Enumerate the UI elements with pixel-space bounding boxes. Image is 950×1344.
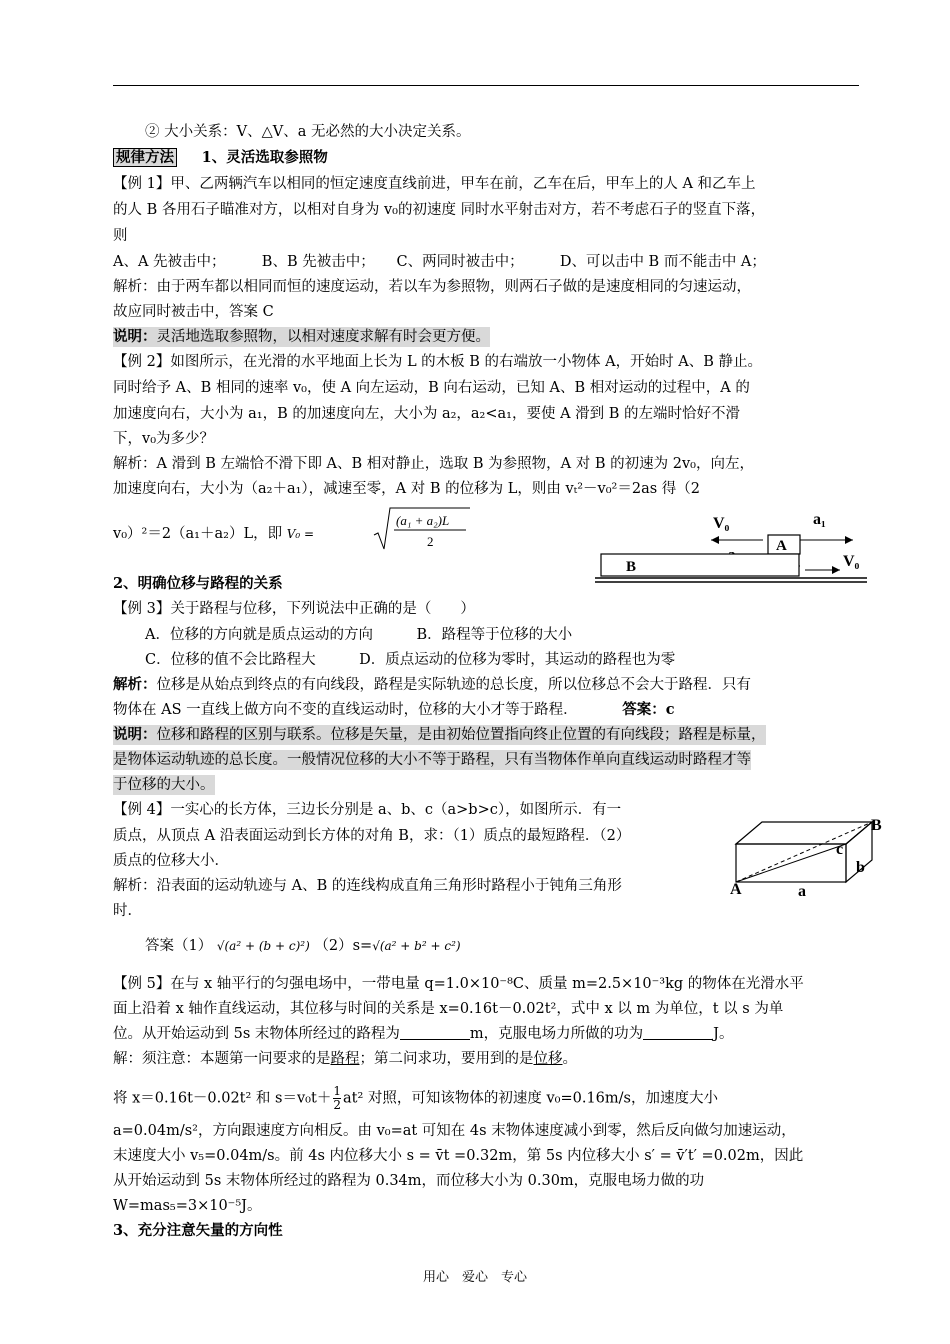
text-line: 同时给予 A、B 相同的速率 v₀，使 A 向左运动，B 向右运动，已知 A、B 相对运动的过程中，A 的 (113, 380, 750, 396)
label-edge-a: a (798, 883, 806, 900)
section-title: 3、充分注意矢量的方向性 (113, 1222, 283, 1239)
text-line (113, 1085, 718, 1112)
text-part: 位。从开始运动到 5s 末物体所经过的路程为 (113, 1026, 400, 1042)
text-part: at² 对照，可知该物体的初速度 v₀=0.16m/s，加速度大小 (342, 1090, 718, 1107)
figure-cuboid (722, 808, 887, 903)
arrow-left-icon (711, 536, 719, 544)
text-part: 。 (562, 1051, 577, 1067)
text-line: 故应同时被击中，答案 C (113, 304, 274, 320)
label-v0-left: V₀ (713, 515, 730, 532)
text-line: 面上沿着 x 轴作直线运动，其位移与时间的关系是 x=0.16t－0.02t²，式中 x 以 m 为单位，t 以 s 为单 (113, 1001, 784, 1017)
text-line: 则 (113, 228, 128, 244)
text-line: 解析：沿表面的运动轨迹与 A、B 的连线构成直角三角形时路程小于钝角三角形 (113, 878, 622, 894)
label-edge-c: c (836, 841, 844, 858)
label-board-b: B (626, 559, 637, 575)
arrow-right-icon (845, 536, 853, 544)
text-line: 【例 2】如图所示，在光滑的水平地面上长为 L 的木板 B 的右端放一小物体 A，开始时 A、B 静止。 (113, 354, 762, 370)
text-line: 【例 5】在与 x 轴平行的匀强电场中，一带电量 q=1.0×10⁻⁸C、质量 m=2.5×10⁻³kg 的物体在光滑水平 (113, 976, 804, 992)
text-part: J。 (713, 1026, 734, 1042)
text-line: 质点，从顶点 A 沿表面运动到长方体的对角 B，求：（1）质点的最短路程．（2） (113, 828, 631, 844)
text-line: W=mas₅=3×10⁻⁵J。 (113, 1198, 262, 1214)
text-part: ；第二问求功，要用到的是 (359, 1051, 534, 1067)
label-a1: a₁ (813, 511, 826, 528)
formula-numerator: (a₁ + a₂)L (396, 513, 450, 528)
option-line: A．位移的方向就是质点运动的方向 B．路程等于位移的大小 (145, 627, 573, 643)
note-line: 是物体运动轨迹的总长度。一般情况位移的大小不等于路程，只有当物体作单向直线运动时路程才等 (113, 752, 751, 768)
note-line (113, 327, 490, 347)
text-line (113, 700, 675, 720)
answer-formula-1: √(a² + (b + c)²) (216, 939, 310, 953)
answer-blank[interactable] (643, 1025, 713, 1040)
fraction (333, 1085, 341, 1112)
text-line: 【例 4】一实心的长方体，三边长分别是 a、b、c（a>b>c），如图所示．有一 (113, 802, 622, 818)
label-vertex-a: A (730, 881, 742, 898)
formula-denominator: 2 (427, 534, 434, 549)
answer-label: 答案（1） (145, 938, 213, 954)
sol-label: 解析： (113, 676, 157, 693)
text-line: 【例 3】关于路程与位移，下列说法中正确的是（ ） (113, 601, 475, 617)
answer-line (145, 936, 461, 956)
text-line: 解析：A 滑到 B 左端恰不滑下即 A、B 相对静止，选取 B 为参照物，A 对 B 的初速为 2v₀，向左， (113, 456, 754, 472)
formula-prefix: v₀）²＝2（a₁＋a₂）L，即 (113, 526, 283, 542)
text-line: 解析：由于两车都以相同而恒的速度运动，若以车为参照物，则两石子做的是速度相同的匀速运动， (113, 279, 751, 295)
answer: 答案：c (622, 701, 675, 718)
underlined-term: 路程 (330, 1051, 360, 1067)
text-part: m，克服电场力所做的功为 (469, 1026, 644, 1042)
sol-text: 位移是从始点到终点的有向线段，路程是实际轨迹的总长度，所以位移总不会大于路程．只有 (156, 677, 751, 693)
text-line (113, 675, 751, 695)
text-line: 时． (113, 903, 142, 919)
answer-blank[interactable] (400, 1025, 470, 1040)
section-title: 2、明确位移与路程的关系 (113, 575, 283, 592)
underlined-term: 位移 (533, 1051, 563, 1067)
text-part: 将 x＝0.16t－0.02t² 和 s＝v₀t＋ (113, 1090, 332, 1107)
fraction-num: 1 (333, 1084, 341, 1098)
section-heading (113, 148, 328, 168)
sol-text: 物体在 AS 一直线上做方向不变的直线运动时，位移的大小才等于路程． (113, 702, 578, 718)
text-line: 质点的位移大小． (113, 853, 229, 869)
note-text: 位移和路程的区别与联系。位移是矢量，是由初始位置指向终止位置的有向线段；路程是标量， (156, 727, 766, 743)
section-tag: 规律方法 (113, 148, 177, 167)
text-line: 从开始运动到 5s 末物体所经过的路程为 0.34m，而位移大小为 0.30m，克服电场力做的功 (113, 1173, 705, 1189)
text-line: 的人 B 各用石子瞄准对方，以相对自身为 v₀的初速度 同时水平射击对方，若不考虑石子的竖直下落， (113, 202, 766, 218)
note-text: 灵活地选取参照物，以相对速度求解有时会更方便。 (156, 329, 490, 345)
label-edge-b: b (856, 859, 865, 876)
figure-board-block (595, 508, 870, 593)
label-block-a: A (776, 538, 787, 554)
label-v0-right: V₀ (843, 553, 860, 570)
sqrt-fraction-formula (372, 505, 472, 553)
answer-mid: （2）s= (314, 938, 373, 954)
text-line: 加速度向右，大小为 a₁，B 的加速度向左，大小为 a₂，a₂<a₁，要使 A 滑到 B 的左端时恰好不滑 (113, 406, 741, 422)
label-vertex-b: B (871, 817, 882, 834)
text-line (113, 1024, 733, 1044)
text-line: ② 大小关系：V、△V、a 无必然的大小决定关系。 (145, 124, 471, 140)
arrow-right-icon (832, 566, 840, 574)
formula-lhs: V₀ = (286, 527, 315, 541)
note-line (113, 725, 766, 745)
text-line (113, 524, 314, 544)
text-line: 下，v₀为多少？ (113, 431, 215, 447)
option-line: C．位移的值不会比路程大 D．质点运动的位移为零时，其运动的路程也为零 (145, 652, 676, 668)
fraction-den: 2 (333, 1098, 341, 1112)
text-part: 解：须注意：本题第一问要求的是 (113, 1051, 331, 1067)
note-label: 说明： (113, 328, 157, 345)
answer-formula-2: √(a² + b² + c²) (372, 939, 461, 953)
text-line: 末速度大小 v₅=0.04m/s。前 4s 内位移大小 s = v̄t =0.32m，第 5s 内位移大小 s′ = v̄′t′ =0.02m，因此 (113, 1148, 804, 1164)
note-line: 于位移的大小。 (113, 777, 215, 793)
section-title: 1、灵活选取参照物 (201, 149, 328, 166)
page-footer: 用心 爱心 专心 (422, 1270, 527, 1285)
text-line: 加速度向右，大小为（a₂＋a₁），减速至零，A 对 B 的位移为 L，则由 vₜ²－v₀²＝2as 得（2 (113, 481, 701, 497)
text-line: 【例 1】甲、乙两辆汽车以相同的恒定速度直线前进，甲车在前，乙车在后，甲车上的人 A 和乙车上 (113, 176, 756, 192)
text-line (113, 1049, 577, 1069)
options-line: A、A 先被击中； B、B 先被击中； C、两同时被击中； D、可以击中 B 而不能击中 A； (113, 254, 766, 270)
header-rule (113, 85, 859, 86)
text-line: a=0.04m/s²，方向跟速度方向相反。由 v₀=at 可知在 4s 末物体速度减小到零，然后反向做匀加速运动， (113, 1123, 796, 1139)
note-label: 说明： (113, 726, 157, 743)
